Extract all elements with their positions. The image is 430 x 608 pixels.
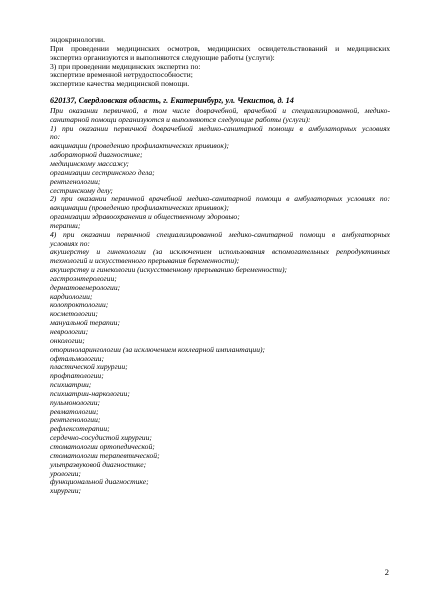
list-item: сердечно-сосудистой хирургии;	[50, 433, 152, 443]
list-item: медицинскому массажу;	[50, 158, 129, 168]
list-item: хирургии;	[50, 486, 82, 496]
list-item: мануальной терапии;	[50, 318, 120, 328]
list-item: кардиологии;	[50, 291, 93, 301]
list-item: урологии;	[50, 468, 81, 478]
text-line: экспертизе качества медицинской помощи.	[50, 79, 190, 89]
document-page	[50, 36, 390, 496]
list-item: акушерству и гинекологии (за исключением использования вспомогательных репродуктивных	[50, 247, 390, 257]
text-line: по:	[50, 132, 61, 142]
list-item: лабораторной диагностике;	[50, 150, 143, 160]
text-line: 1) при оказании первичной доврачебной медико-санитарной помощи в амбулаторных условиях	[50, 123, 390, 133]
list-item: сестринскому делу;	[50, 185, 113, 195]
text-line: 3) при проведении медицинских экспертиз по:	[50, 61, 201, 71]
services-section	[50, 107, 390, 496]
text-line: санитарной помощи организуются и выполняются следующие работы (услуги):	[50, 114, 311, 124]
list-item: психиатрии;	[50, 380, 92, 390]
text-line: При оказании первичной, в том числе доврачебной, врачебной и специализированной, медико-	[50, 105, 390, 115]
list-item: стоматологии ортопедической;	[50, 441, 155, 451]
text-line: 4) при оказании первичной специализированной медико-санитарной помощи в амбулаторных	[50, 229, 390, 239]
text-line: экспертиз организуются и выполняются следующие работы (услуги):	[50, 52, 275, 62]
list-item: акушерству и гинекологии (искусственному прерыванию беременности);	[50, 265, 288, 275]
list-item: дерматовенерологии;	[50, 282, 121, 292]
text-line: экспертизе временной нетрудоспособности;	[50, 70, 193, 80]
list-item: функциональной диагностике;	[50, 477, 149, 487]
text-line: При проведении медицинских осмотров, медицинских освидетельствований и медицинских	[50, 43, 390, 53]
text-line: 2) при оказании первичной врачебной медико-санитарной помощи в амбулаторных условиях по:	[50, 194, 390, 204]
list-item: рентгенологии;	[50, 176, 101, 186]
list-item: онкологии;	[50, 335, 85, 345]
list-item: технологий и искусственного прерывания беременности);	[50, 256, 240, 266]
list-item: профпатологии;	[50, 371, 104, 381]
text-line: условиях по:	[50, 238, 90, 248]
list-item: офтальмологии;	[50, 353, 104, 363]
list-item: пульмонологии;	[50, 397, 101, 407]
list-item: оториноларингологии (за исключением кохлеарной имплантации);	[50, 344, 266, 354]
list-item: терапии;	[50, 220, 81, 230]
list-item: вакцинации (проведению профилактических прививок);	[50, 203, 230, 213]
list-item: рефлексотерапии;	[50, 424, 110, 434]
list-item: неврологии;	[50, 327, 89, 336]
list-item: психиатрии-наркологии;	[50, 388, 130, 398]
list-item: ревматологии;	[50, 406, 99, 416]
list-item: гастроэнтерологии;	[50, 273, 117, 283]
intro-section	[50, 36, 390, 89]
page-number: 2	[384, 567, 389, 577]
list-item: косметологии;	[50, 309, 98, 319]
list-item: пластической хирургии;	[50, 362, 128, 372]
address-heading: 620137, Свердловская область, г. Екатеринбург, ул. Чекистов, д. 14	[50, 96, 294, 106]
list-item: ультразвуковой диагностике;	[50, 459, 147, 469]
list-item: организации сестринского дела;	[50, 167, 155, 177]
list-item: вакцинации (проведению профилактических прививок);	[50, 141, 230, 151]
list-item: организации здравоохранения и общественному здоровью;	[50, 212, 240, 222]
list-item: стоматологии терапевтической;	[50, 450, 160, 460]
text-line: эндокринологии.	[50, 35, 106, 44]
list-item: рентгенологии;	[50, 415, 101, 425]
list-item: колопроктологии;	[50, 300, 109, 310]
